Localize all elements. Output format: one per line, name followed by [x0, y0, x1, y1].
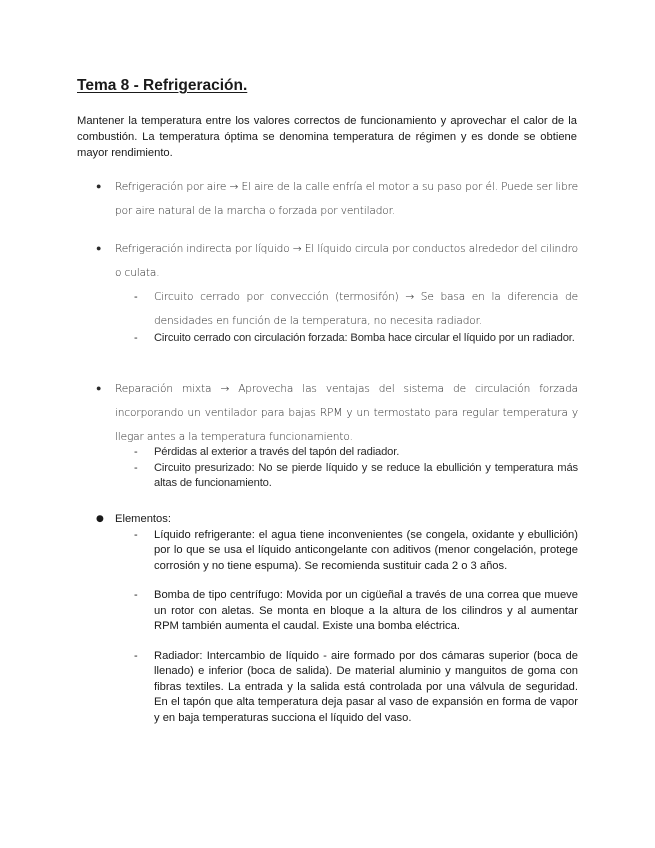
bullet-icon: ● [96, 182, 102, 192]
sub-item [96, 528, 578, 575]
section-elementos [96, 512, 578, 726]
sub-item [96, 461, 578, 492]
dash-icon: - [134, 291, 138, 303]
intro-paragraph: Mantener la temperatura entre los valores correctos de funcionamiento y aprovechar el calor de la combustión. La temperatura óptima se denomina temperatura de régimen y es donde se obtiene mayor rendimiento. [77, 115, 577, 159]
sub-item [96, 285, 578, 333]
bullet-icon: ● [96, 244, 102, 254]
sub-item [96, 649, 578, 727]
sub-item-text: Pérdidas al exterior a través del tapón del radiador. [154, 446, 400, 458]
page-title: Tema 8 - Refrigeración. [77, 77, 248, 94]
section-liquido-text: Refrigeración indirecta por líquido → El líquido circula por conductos alrededor del cilindro o culata. [115, 243, 578, 279]
list-item [96, 175, 578, 223]
bullet-icon: ● [96, 384, 102, 394]
sub-item [96, 445, 578, 461]
section-mixta-text: Reparación mixta → Aprovecha las ventajas del sistema de circulación forzada incorporando un ventilador para bajas RPM y un termostato para regular temperatura y llegar antes a la temperatura funcionamiento. [115, 383, 578, 443]
section-aire-text: Refrigeración por aire → El aire de la calle enfría el motor a su paso por él. Puede ser libre por aire natural de la marcha o forzada por ventilador. [115, 181, 578, 217]
dash-icon: - [134, 649, 138, 662]
dash-icon: - [134, 446, 138, 458]
dash-icon: - [134, 589, 138, 601]
list-item [96, 237, 578, 347]
dash-icon: - [134, 461, 138, 474]
section-aire [96, 175, 578, 223]
sub-item-text: Circuito presurizado: No se pierde líquido y se reduce la ebullición y temperatura más altas de funcionamiento. [154, 461, 578, 489]
dash-icon: - [134, 332, 138, 344]
section-mixta [96, 377, 578, 492]
list-item [96, 377, 578, 492]
sub-item-text: Radiador: Intercambio de líquido - aire formado por dos cámaras superior (boca de llenado) e inferior (boca de salida). De material aluminio y manguitos de goma con fibras textiles. La entrada y la salida está controlada por una válvula de seguridad. En el tapón que alta temperatura deja pasar al vaso de expansión en forma de vapor y en baja temperaturas succiona el líquido del vaso. [154, 649, 578, 724]
sub-item-text: Bomba de tipo centrífugo: Movida por un cigüeñal a través de una correa que mueve un rotor con aletas. Se monta en bloque a la altura de los cilindros y al aumentar RPM también aumenta el caudal. Existe una bomba eléctrica. [154, 589, 578, 632]
bullet-icon: ● [96, 514, 104, 524]
list-item [96, 512, 578, 726]
section-liquido [96, 237, 578, 347]
sub-item-text: Líquido refrigerante: el agua tiene inconvenientes (se congela, oxidante y ebullición) por lo que se usa el líquido anticongelante con aditivos (menor congelación, protege corrosión y no tiene espuma). Se recomienda sustituir cada 2 o 3 años. [154, 528, 578, 572]
sub-item [96, 331, 578, 347]
section-elementos-text: Elementos: [115, 513, 171, 525]
dash-icon: - [134, 528, 138, 541]
sub-item-text: Circuito cerrado por convección (termosifón) → Se basa en la diferencia de densidades en función de la temperatura, no necesita radiador. [154, 291, 578, 327]
sub-item-text: Circuito cerrado con circulación forzada: Bomba hace circular el líquido por un radiador. [154, 332, 575, 344]
sub-item [96, 588, 578, 635]
